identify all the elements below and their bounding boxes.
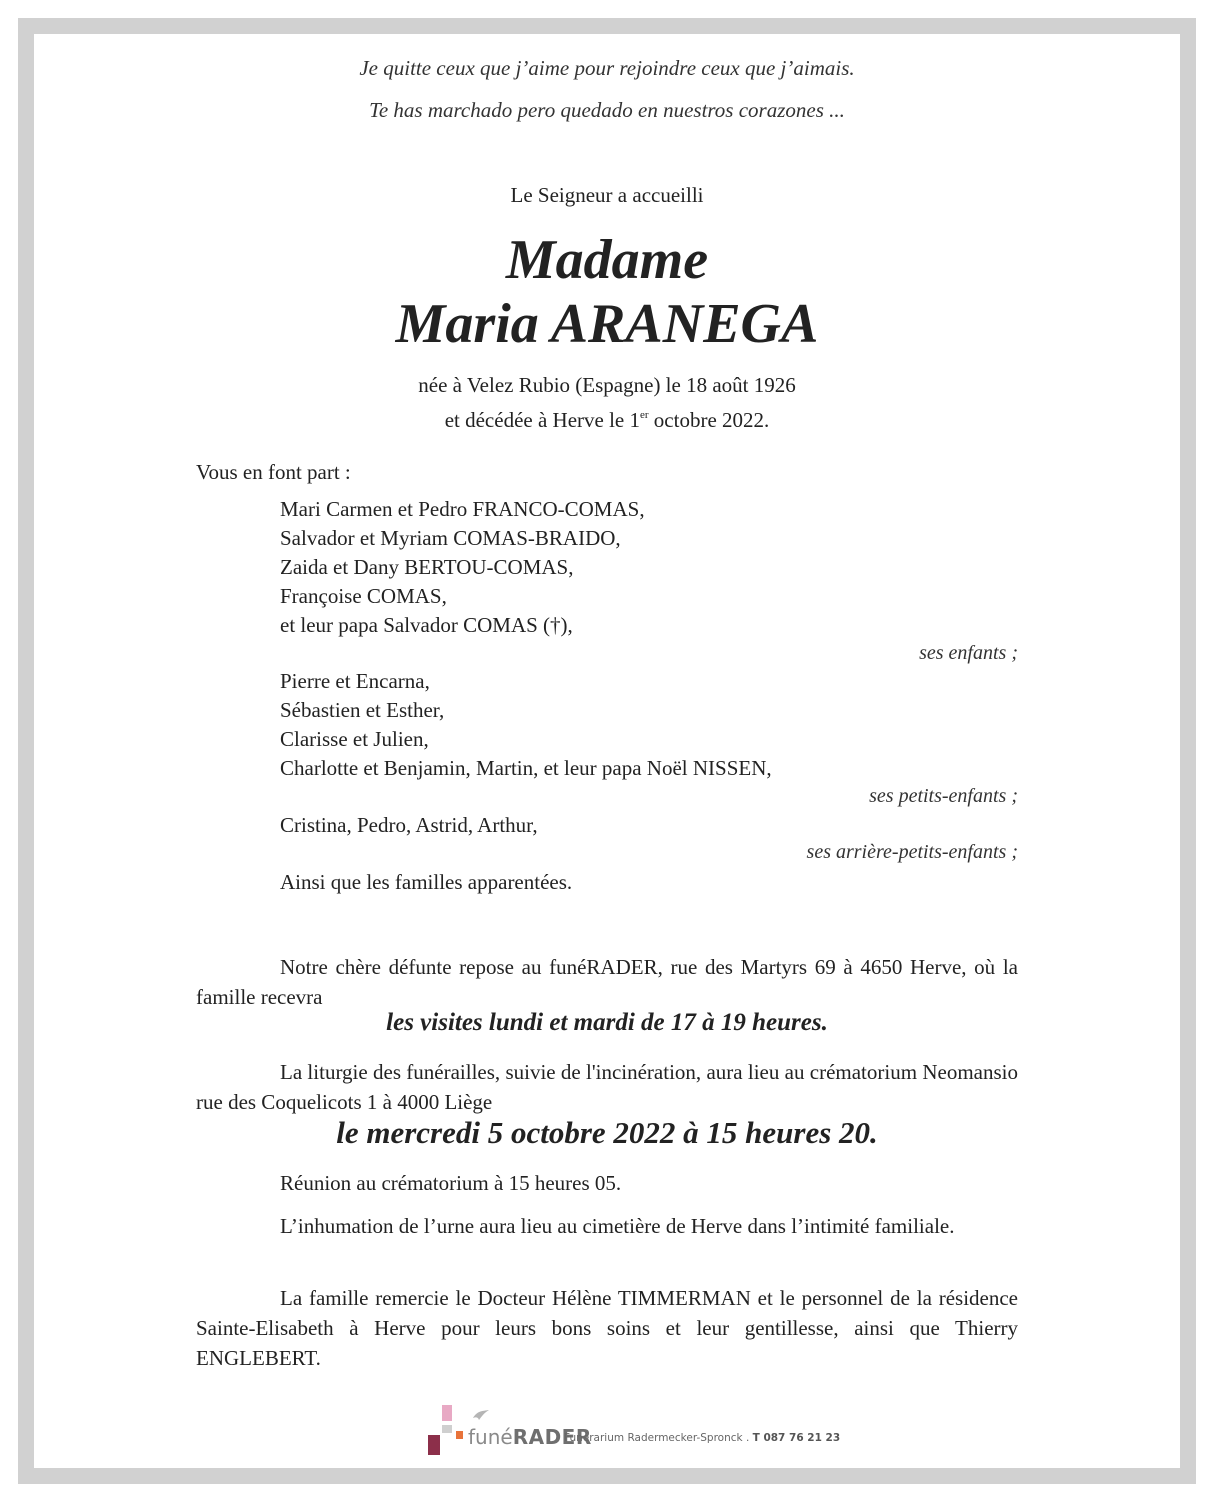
child-1: Mari Carmen et Pedro FRANCO-COMAS, [280, 497, 645, 521]
logo-brand-light: funé [468, 1425, 513, 1449]
meeting-text: Réunion au crématorium à 15 heures 05. [280, 1171, 622, 1195]
bird-icon [472, 1409, 490, 1421]
quote-french: Je quitte ceux que j’aime pour rejoindre ceux que j’aimais. [359, 56, 855, 80]
logo-block-orange [456, 1431, 463, 1439]
death-line-sup: er [640, 409, 649, 421]
name-full: Maria ARANEGA [395, 293, 819, 355]
grandchild-4: Charlotte et Benjamin, Martin, et leur papa Noël NISSEN, [280, 756, 772, 780]
death-line-post: octobre 2022. [648, 408, 770, 432]
grandchildren-role: ses petits-enfants ; [869, 785, 1018, 807]
logo-phone: T 087 76 21 23 [752, 1432, 841, 1444]
great-grandchildren: Cristina, Pedro, Astrid, Arthur, [280, 813, 538, 837]
logo-block-gray [442, 1425, 452, 1433]
intro-text: Le Seigneur a accueilli [510, 183, 704, 207]
death-line-pre: et décédée à Herve le 1 [444, 408, 640, 432]
birth-line: née à Velez Rubio (Espagne) le 18 août 1926 [418, 373, 796, 397]
name-title: Madame [505, 229, 709, 291]
visits-text: les visites lundi et mardi de 17 à 19 heures. [386, 1009, 828, 1036]
liturgy-paragraph: La liturgie des funérailles, suivie de l'incinération, aura lieu au crématorium Neomansio rue des Coquelicots 1 à 4000 Liège [196, 1060, 1018, 1114]
grandchild-2: Sébastien et Esther, [280, 698, 445, 722]
logo-tagline [564, 1432, 840, 1444]
quote-spanish: Te has marchado pero quedado en nuestros corazones ... [369, 98, 845, 122]
great-grandchildren-role: ses arrière-petits-enfants ; [806, 841, 1018, 863]
funerarium-logo [426, 1405, 841, 1457]
grandchild-1: Pierre et Encarna, [280, 669, 430, 693]
thanks-paragraph: La famille remercie le Docteur Hélène TIMMERMAN et le personnel de la résidence Sainte-Elisabeth à Herve pour leurs bons soins et leur gentillesse, ainsi que Thierry ENGLEBERT. [196, 1286, 1018, 1370]
announce-text: Vous en font part : [196, 460, 351, 484]
death-line [0, 400, 1214, 435]
logo-tagline-text: Funérarium Radermecker-Spronck . [564, 1432, 753, 1444]
logo-brand-bold: RADER [512, 1425, 592, 1449]
grandchild-3: Clarisse et Julien, [280, 727, 429, 751]
logo-block-maroon [428, 1435, 440, 1455]
child-4: Françoise COMAS, [280, 584, 447, 608]
ceremony-date: le mercredi 5 octobre 2022 à 15 heures 20. [336, 1115, 878, 1150]
rest-paragraph: Notre chère défunte repose au funéRADER, rue des Martyrs 69 à 4650 Herve, où la famille recevra [196, 955, 1018, 1009]
child-2: Salvador et Myriam COMAS-BRAIDO, [280, 526, 621, 550]
logo-block-pink [442, 1405, 452, 1421]
child-3: Zaida et Dany BERTOU-COMAS, [280, 555, 574, 579]
children-role: ses enfants ; [919, 642, 1018, 664]
child-5: et leur papa Salvador COMAS (†), [280, 613, 573, 637]
burial-paragraph: L’inhumation de l’urne aura lieu au cimetière de Herve dans l’intimité familiale. [280, 1214, 955, 1238]
families-text: Ainsi que les familles apparentées. [280, 870, 573, 894]
